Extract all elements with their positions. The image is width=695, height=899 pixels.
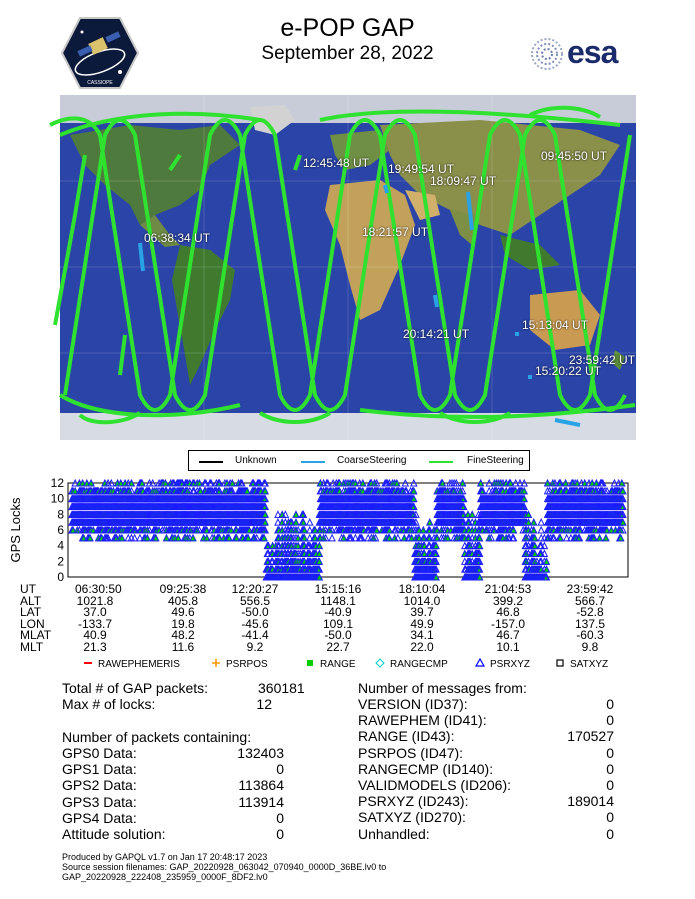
table-cell: 109.1 bbox=[322, 616, 354, 631]
table-cell: 40.9 bbox=[83, 628, 107, 643]
message-label: VALIDMODELS (ID206): bbox=[358, 777, 512, 793]
message-label: RAWEPHEM (ID41): bbox=[358, 712, 487, 729]
table-cell: 15:15:16 bbox=[314, 582, 362, 596]
total-packets-label: Total # of GAP packets: bbox=[62, 680, 209, 696]
map-time-label: 15:13:04 UT bbox=[522, 318, 589, 332]
table-cell: 10.1 bbox=[496, 640, 520, 654]
table-cell: 19.8 bbox=[171, 616, 195, 631]
packet-label: GPS3 Data: bbox=[62, 793, 137, 810]
message-value: 0 bbox=[606, 825, 614, 842]
packet-label: Attitude solution: bbox=[62, 826, 166, 842]
packet-value: 0 bbox=[276, 826, 284, 842]
packet-value: 113914 bbox=[238, 793, 284, 810]
table-cell: 21.3 bbox=[83, 640, 107, 654]
table-cell: -133.7 bbox=[77, 616, 113, 631]
map-time-label: 20:14:21 UT bbox=[403, 327, 470, 341]
y-tick-label: 10 bbox=[50, 491, 64, 506]
table-cell: 09:25:38 bbox=[159, 582, 207, 596]
packet-label: GPS4 Data: bbox=[62, 809, 137, 826]
legend-label: PSRXYZ bbox=[490, 659, 531, 670]
esa-logo bbox=[527, 36, 635, 72]
table-cell: 22.0 bbox=[410, 640, 434, 654]
message-value: 0 bbox=[606, 696, 614, 712]
footer-produced: Produced by GAPQL v1.7 on Jan 17 20:48:17 2023 bbox=[62, 852, 268, 862]
y-tick-labels bbox=[51, 476, 65, 584]
table-cell: 34.1 bbox=[410, 628, 434, 643]
message-label: PSRXYZ (ID243): bbox=[358, 793, 469, 810]
message-label: RANGECMP (ID140): bbox=[358, 760, 494, 777]
table-row-label: MLT bbox=[20, 640, 44, 654]
packet-label: GPS2 Data: bbox=[62, 777, 137, 794]
legend-marker bbox=[557, 660, 563, 666]
message-value: 0 bbox=[606, 744, 614, 761]
table-cell: 566.7 bbox=[574, 593, 606, 608]
table-cell: 18:10:04 bbox=[398, 582, 446, 596]
messages-heading: Number of messages from: bbox=[358, 680, 527, 696]
table-cell: 1014.0 bbox=[403, 593, 441, 608]
table-cell: 46.8 bbox=[496, 605, 520, 620]
table-cell: -157.0 bbox=[490, 616, 526, 631]
esa-logo-icon bbox=[527, 36, 567, 72]
table-cell: 37.0 bbox=[83, 605, 107, 620]
message-value: 0 bbox=[606, 777, 614, 793]
legend-label: Unknown bbox=[235, 455, 277, 466]
footer-source-2: GAP_20220928_222408_235959_0000F_8DF2.lv0 bbox=[62, 872, 268, 882]
message-value: 0 bbox=[606, 712, 614, 729]
message-label: SATXYZ (ID270): bbox=[358, 809, 466, 826]
message-value: 0 bbox=[606, 809, 614, 826]
table-row-label: UT bbox=[20, 582, 36, 596]
legend-label: RANGE bbox=[320, 659, 356, 670]
table-row-label: ALT bbox=[20, 593, 42, 608]
table-cell: 399.2 bbox=[492, 593, 524, 608]
map-time-label: 15:20:22 UT bbox=[535, 364, 602, 378]
table-cell: 23:59:42 bbox=[566, 582, 614, 596]
packet-value: 0 bbox=[276, 761, 284, 778]
table-cell: 12:20:27 bbox=[231, 582, 279, 596]
packet-value: 132403 bbox=[237, 745, 284, 761]
map-time-label: 18:09:47 UT bbox=[430, 174, 497, 188]
legend-marker bbox=[307, 660, 313, 666]
table-cell: 49.9 bbox=[410, 616, 434, 631]
y-tick-label: 4 bbox=[57, 538, 64, 553]
y-tick-label: 6 bbox=[57, 523, 64, 537]
y-tick-label: 2 bbox=[57, 554, 64, 569]
svg-text:CASSIOPE: CASSIOPE bbox=[87, 80, 113, 86]
packet-value: 113864 bbox=[238, 777, 284, 794]
y-tick-label: 8 bbox=[57, 507, 64, 522]
table-row-label: LAT bbox=[20, 605, 42, 620]
map-time-label: 06:38:34 UT bbox=[144, 231, 211, 245]
chart-ylabel: GPS Locks bbox=[8, 497, 23, 563]
legend-label: RAWEPHEMERIS bbox=[98, 659, 180, 670]
ground-track-map bbox=[60, 95, 636, 440]
map-time-label: 09:45:50 UT bbox=[541, 149, 608, 163]
table-row-label: LON bbox=[20, 616, 45, 631]
legend-marker bbox=[212, 659, 220, 667]
message-label: Unhandled: bbox=[358, 825, 430, 842]
message-value: 0 bbox=[606, 760, 614, 777]
esa-wordmark: esa bbox=[567, 34, 618, 70]
max-locks-number: 12 bbox=[256, 696, 272, 712]
message-label: PSRPOS (ID47): bbox=[358, 744, 464, 761]
table-cell: -50.0 bbox=[324, 628, 352, 643]
table-cell: 137.5 bbox=[574, 616, 606, 631]
packet-label: GPS0 Data: bbox=[62, 745, 137, 761]
table-cell: 405.8 bbox=[167, 593, 199, 608]
message-label: RANGE (ID43): bbox=[358, 728, 455, 745]
table-cell: -41.4 bbox=[241, 628, 269, 643]
y-tick-label: 12 bbox=[50, 476, 64, 490]
legend-line-fine bbox=[429, 461, 453, 463]
chart-legend bbox=[84, 659, 608, 670]
table-cell: 06:30:50 bbox=[75, 582, 122, 596]
table-row-label: MLAT bbox=[20, 628, 52, 643]
table-cell: 48.2 bbox=[171, 628, 195, 643]
y-tick-label: 0 bbox=[57, 570, 64, 584]
table-cell: 556.5 bbox=[239, 593, 271, 608]
map-time-label: 19:49:54 UT bbox=[388, 162, 455, 176]
message-value: 189014 bbox=[567, 793, 614, 810]
legend-line-unknown bbox=[199, 461, 223, 463]
table-cell: 1148.1 bbox=[320, 593, 356, 608]
legend-line-coarse bbox=[301, 461, 325, 463]
total-packets-value: 360181 bbox=[258, 680, 305, 696]
table-cell: 46.7 bbox=[496, 628, 520, 643]
message-label: VERSION (ID37): bbox=[358, 696, 468, 712]
footer-source-1: Source session filenames: GAP_20220928_063042_070940_0000D_36BE.lv0 to bbox=[62, 862, 387, 872]
page-title: e-POP GAP bbox=[280, 14, 415, 42]
legend-label: SATXYZ bbox=[570, 659, 609, 670]
epop-mission-patch-icon bbox=[60, 14, 140, 92]
packets-heading: Number of packets containing: bbox=[62, 729, 252, 745]
table-cell: 22.7 bbox=[326, 640, 350, 654]
page-date: September 28, 2022 bbox=[261, 43, 434, 64]
legend-marker bbox=[376, 659, 384, 667]
table-cell: 11.6 bbox=[171, 640, 195, 654]
packet-label: GPS1 Data: bbox=[62, 761, 137, 778]
table-cell: 9.2 bbox=[246, 640, 264, 654]
map-time-label: 23:59:42 UT bbox=[569, 353, 636, 367]
table-cell: 39.7 bbox=[410, 605, 434, 620]
message-value: 170527 bbox=[567, 728, 614, 745]
max-locks-label: Max # of locks: bbox=[62, 696, 156, 712]
legend-label: FineSteering bbox=[467, 455, 524, 466]
table-cell: 1021.8 bbox=[76, 593, 114, 608]
legend-marker bbox=[476, 659, 484, 666]
table-cell: -50.0 bbox=[241, 605, 269, 620]
table-cell: -60.3 bbox=[576, 628, 604, 643]
table-cell: 9.8 bbox=[581, 640, 599, 654]
table-cell: 21:04:53 bbox=[484, 582, 532, 596]
table-cell: -40.9 bbox=[324, 605, 352, 620]
map-time-label: 18:21:57 UT bbox=[362, 225, 429, 239]
table-cell: 49.6 bbox=[171, 605, 195, 620]
legend-label: PSRPOS bbox=[226, 659, 268, 670]
table-cell: -45.6 bbox=[241, 616, 269, 631]
map-time-label: 12:45:48 UT bbox=[303, 156, 370, 170]
map-legend bbox=[188, 450, 530, 471]
packet-value: 0 bbox=[276, 809, 284, 826]
legend-label: CoarseSteering bbox=[337, 455, 407, 466]
legend-label: RANGECMP bbox=[390, 659, 448, 670]
table-cell: -52.8 bbox=[576, 605, 604, 620]
